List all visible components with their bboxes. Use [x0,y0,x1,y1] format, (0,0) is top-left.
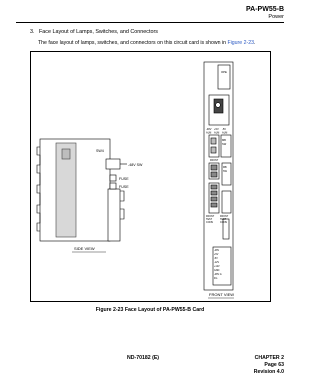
front-block-d-3: CONN [206,221,214,224]
front-lamp-2: +5V [214,128,219,131]
front-block-d-2: TEST [206,218,213,221]
front-bottom-6: GND [214,269,220,272]
front-lamp-1: -48V [206,128,212,131]
front-block-a-1: MB [222,139,226,142]
step-heading [30,29,158,35]
front-top-label: OPE [221,70,227,74]
front-block-d-6: CONN [220,221,228,224]
intro-text: The face layout of lamps, switches, and connectors on this circuit card is shown in [38,40,228,46]
footer-info [254,355,284,376]
step-description [38,40,255,46]
footer-revision: Revision 4.0 [253,369,284,375]
front-block-d-1: FRONT [206,215,215,218]
front-bottom-8: FG [214,277,218,280]
figure-caption: Figure 2-23 Face Layout of PA-PW55-B Card [95,307,205,313]
figure-link[interactable]: Figure 2-23 [227,40,254,46]
footer-chapter: CHAPTER 2 [254,355,284,361]
front-alm-2: ALM [214,131,220,135]
footer-page: Page 63 [264,362,284,368]
front-view-label: FRONT VIEW [209,292,235,297]
front-block-d-5: TEST [220,218,227,221]
front-view-card [204,62,233,290]
step-number: 3. [30,29,35,35]
intro-end: . [253,40,256,46]
header-title: PA-PW55-B [246,6,284,13]
side-view-label: SIDE VIEW [74,246,95,251]
side-arrow-sw-label: -48V SW [128,163,143,167]
side-view-card [37,139,127,241]
footer-doc-id: ND-70182 (E) [127,355,160,361]
front-alm-1: ALM [206,131,212,135]
front-block-c-1: MB [223,166,227,169]
front-bottom-1: -48V [214,249,220,252]
front-block-b-1: FRONT [210,159,219,162]
front-block-c-2: SW [223,170,227,173]
front-bottom-3: -5V [214,257,218,260]
front-block-d-4: FRONT [220,215,229,218]
step-title: Face Layout of Lamps, Switches, and Connectors [39,29,158,35]
card-layout-figure [30,51,271,302]
front-block-a-2: SW [222,143,227,146]
front-lamp-3: -5V [222,128,227,131]
header-rule [16,22,284,23]
side-sw-label: SW4 [96,149,104,153]
side-fuse-label-2: FUSE [119,185,129,189]
front-alm-3: ALM [222,131,228,135]
front-bottom-2: +5V [214,253,219,256]
front-bottom-7: -48V G [214,273,222,276]
front-bottom-4: -12V [214,261,220,264]
front-bottom-5: +12V [214,265,220,268]
side-fuse-label-1: FUSE [119,177,129,181]
header-subtitle: Power [268,14,284,20]
